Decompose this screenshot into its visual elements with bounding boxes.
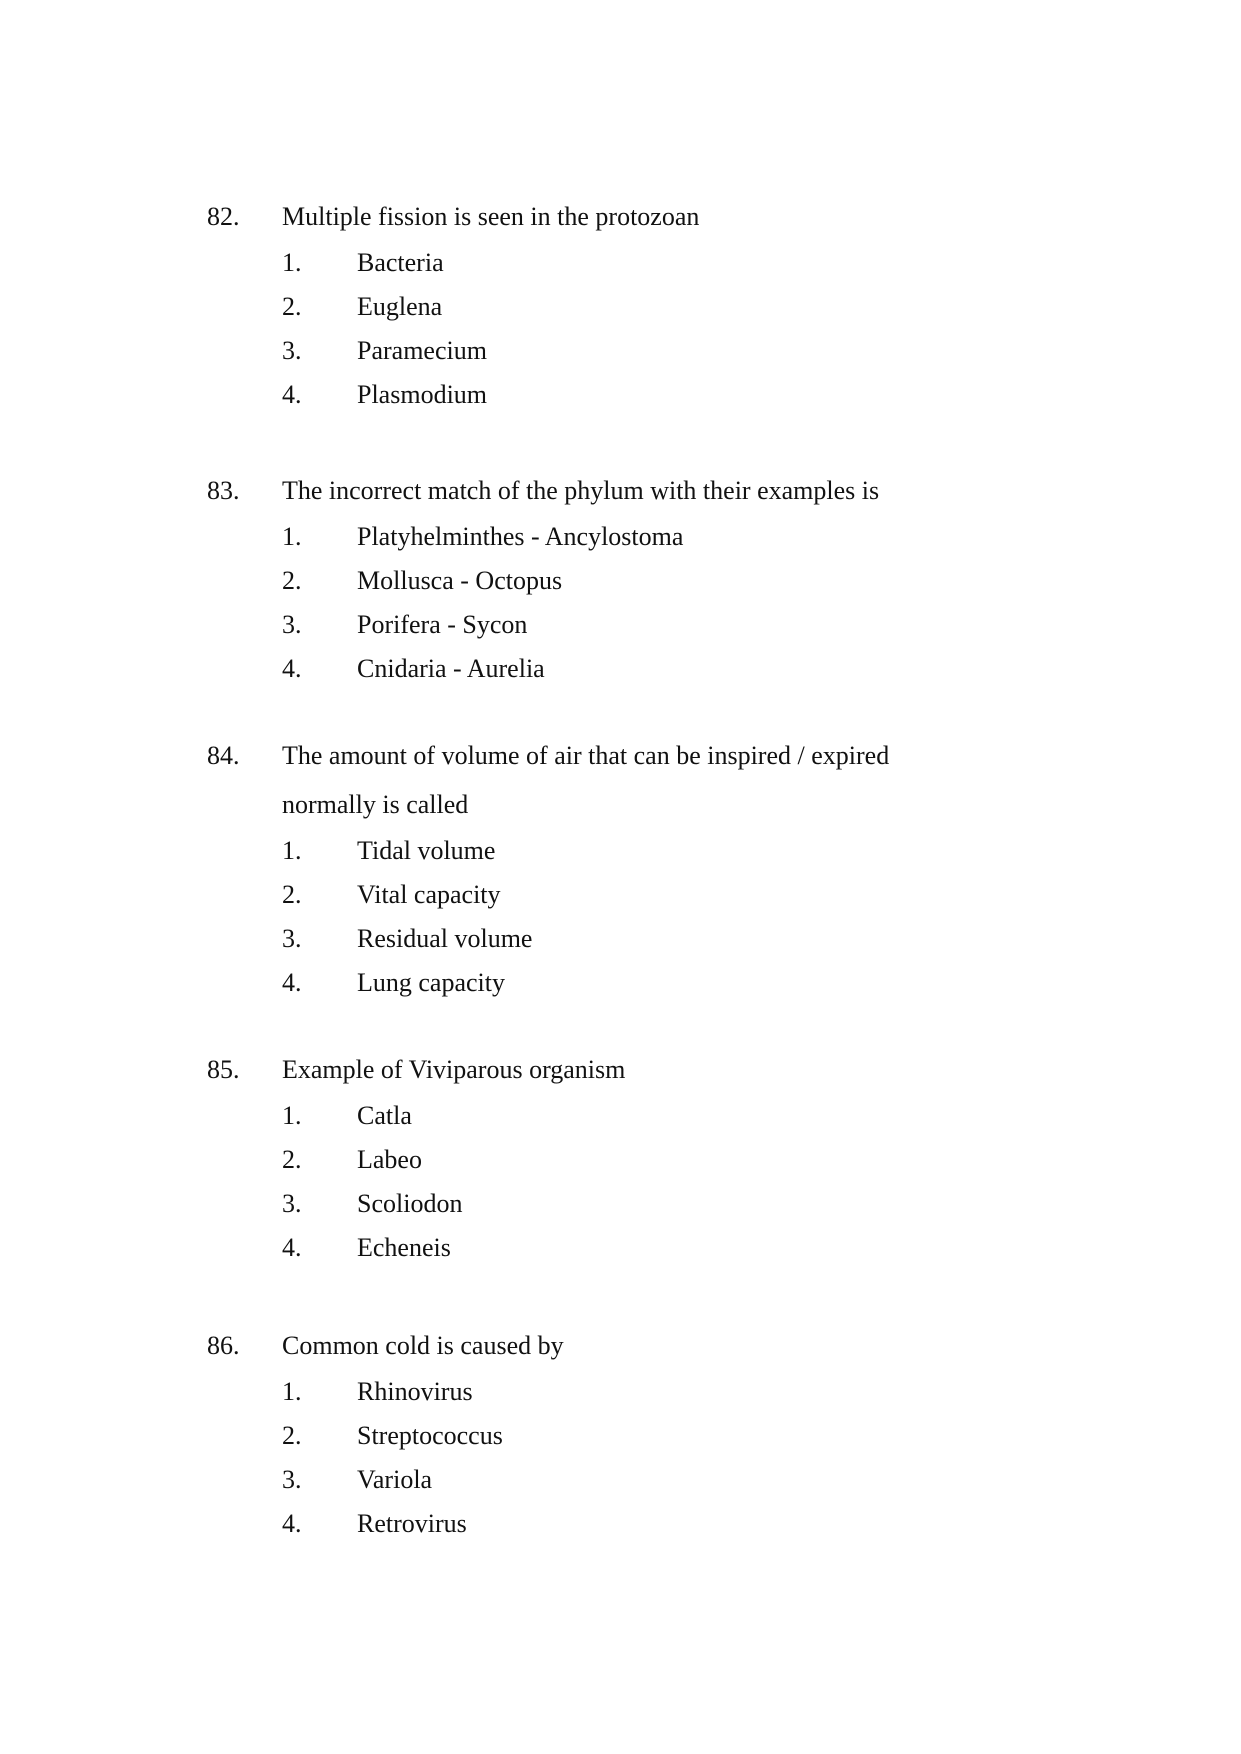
- option-4: [0, 961, 1241, 1005]
- option-number: 1.: [282, 248, 302, 277]
- option-number: 3.: [282, 924, 302, 953]
- question-number: 86.: [207, 1331, 240, 1360]
- option-text: Porifera - Sycon: [357, 610, 528, 639]
- option-3: [0, 603, 1241, 647]
- option-1: [0, 1370, 1241, 1414]
- option-2: [0, 873, 1241, 917]
- option-2: [0, 1414, 1241, 1458]
- question-stem: [0, 192, 1241, 241]
- option-text: Labeo: [357, 1145, 422, 1174]
- question-text: Common cold is caused by: [282, 1331, 564, 1360]
- question-number: 84.: [207, 741, 240, 770]
- option-number: 2.: [282, 1421, 302, 1450]
- question-number: 85.: [207, 1055, 240, 1084]
- option-text: Retrovirus: [357, 1509, 467, 1538]
- option-number: 4.: [282, 1509, 302, 1538]
- option-number: 2.: [282, 880, 302, 909]
- option-number: 4.: [282, 380, 302, 409]
- option-number: 1.: [282, 1101, 302, 1130]
- option-text: Platyhelminthes - Ancylostoma: [357, 522, 684, 551]
- question-86: [0, 1321, 1241, 1546]
- option-1: [0, 1094, 1241, 1138]
- option-number: 4.: [282, 654, 302, 683]
- option-text: Vital capacity: [357, 880, 501, 909]
- option-3: [0, 1182, 1241, 1226]
- option-number: 1.: [282, 1377, 302, 1406]
- option-1: [0, 241, 1241, 285]
- question-82: [0, 192, 1241, 417]
- option-text: Echeneis: [357, 1233, 451, 1262]
- option-text: Euglena: [357, 292, 443, 321]
- question-text: normally is called: [282, 790, 469, 819]
- question-stem: [0, 1045, 1241, 1094]
- option-text: Plasmodium: [357, 380, 488, 409]
- option-number: 2.: [282, 566, 302, 595]
- option-text: Paramecium: [357, 336, 487, 365]
- question-83: [0, 466, 1241, 691]
- option-text: Mollusca - Octopus: [357, 566, 563, 595]
- question-text: The amount of volume of air that can be inspired / expired: [282, 741, 890, 770]
- option-number: 2.: [282, 292, 302, 321]
- option-number: 3.: [282, 610, 302, 639]
- question-stem-continued: [0, 780, 1241, 829]
- option-text: Variola: [357, 1465, 433, 1494]
- option-text: Bacteria: [357, 248, 444, 277]
- option-number: 4.: [282, 968, 302, 997]
- option-1: [0, 829, 1241, 873]
- question-stem: [0, 1321, 1241, 1370]
- option-text: Rhinovirus: [357, 1377, 473, 1406]
- option-number: 3.: [282, 336, 302, 365]
- option-text: Streptococcus: [357, 1421, 503, 1450]
- question-stem: [0, 731, 1241, 780]
- question-85: [0, 1045, 1241, 1270]
- option-number: 1.: [282, 522, 302, 551]
- option-number: 2.: [282, 1145, 302, 1174]
- question-text: Multiple fission is seen in the protozoan: [282, 202, 700, 231]
- option-text: Catla: [357, 1101, 412, 1130]
- option-3: [0, 917, 1241, 961]
- question-text: The incorrect match of the phylum with their examples is: [282, 476, 880, 505]
- option-number: 3.: [282, 1189, 302, 1218]
- question-number: 83.: [207, 476, 240, 505]
- option-2: [0, 285, 1241, 329]
- option-text: Residual volume: [357, 924, 533, 953]
- option-1: [0, 515, 1241, 559]
- option-text: Scoliodon: [357, 1189, 463, 1218]
- option-number: 4.: [282, 1233, 302, 1262]
- option-text: Lung capacity: [357, 968, 505, 997]
- question-stem: [0, 466, 1241, 515]
- option-text: Cnidaria - Aurelia: [357, 654, 545, 683]
- question-text: Example of Viviparous organism: [282, 1055, 626, 1084]
- option-2: [0, 559, 1241, 603]
- question-84: [0, 731, 1241, 1005]
- option-4: [0, 1502, 1241, 1546]
- option-3: [0, 329, 1241, 373]
- option-4: [0, 1226, 1241, 1270]
- option-4: [0, 647, 1241, 691]
- option-number: 1.: [282, 836, 302, 865]
- question-number: 82.: [207, 202, 240, 231]
- option-4: [0, 373, 1241, 417]
- option-3: [0, 1458, 1241, 1502]
- option-2: [0, 1138, 1241, 1182]
- option-number: 3.: [282, 1465, 302, 1494]
- option-text: Tidal volume: [357, 836, 496, 865]
